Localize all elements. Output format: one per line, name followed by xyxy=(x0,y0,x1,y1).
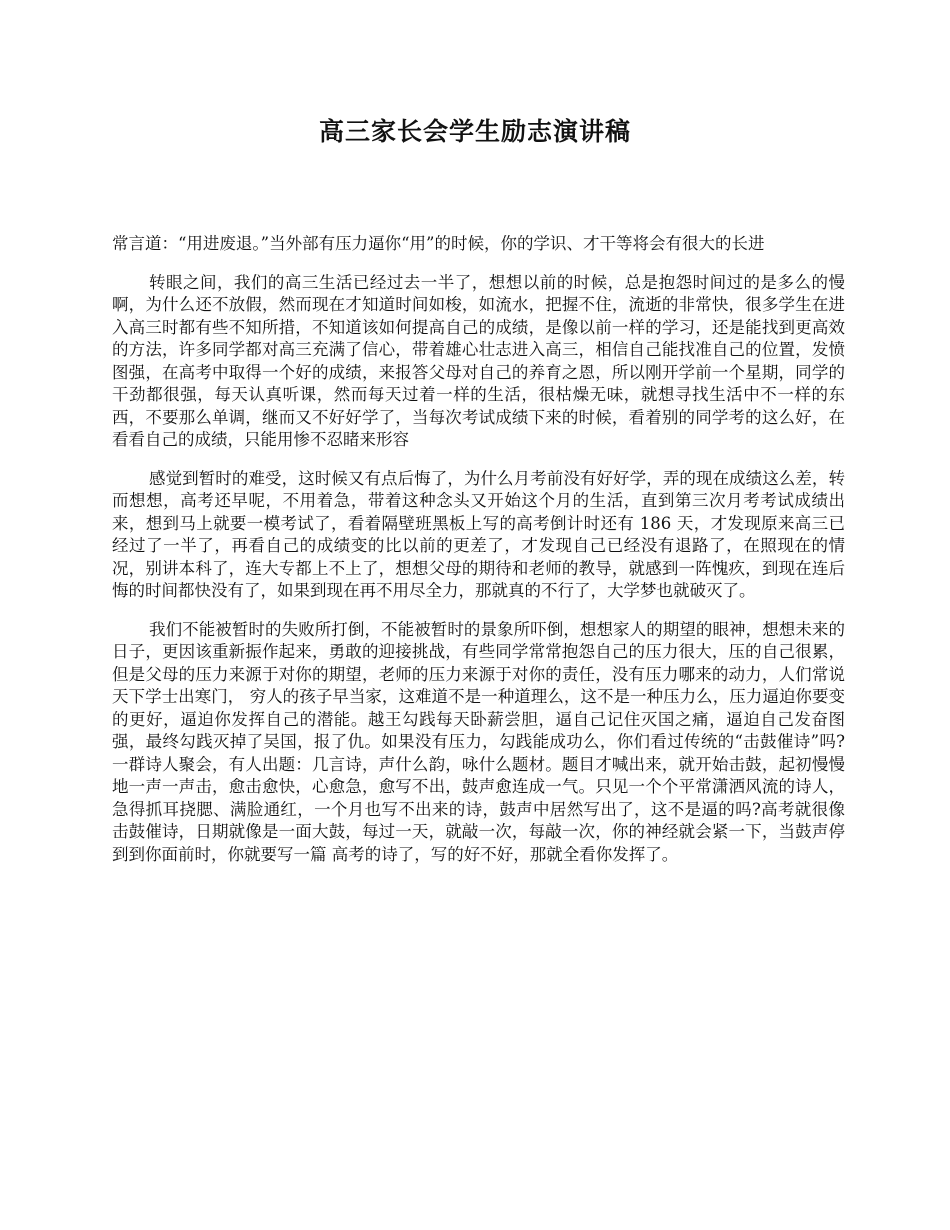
paragraph-2: 感觉到暂时的难受，这时候又有点后悔了，为什么月考前没有好好学，弄的现在成绩这么差，转而想想，高考还早呢，不用着急，带着这种念头又开始这个月的生活，直到第三次月考考试成绩出来，想到马上就要一模考试了，看着隔壁班黑板上写的高考倒计时还有 186 天，才发现原来高三已经过了一半了，再看自己的成绩变的比以前的更差了，才发现自己已经没有退路了，在照现在的情况，别讲本科了，连大专都上不上了，想想父母的期待和老师的教导，就感到一阵愧疚，到现在连后悔的时间都快没有了，如果到现在再不用尽全力，那就真的不行了，大学梦也就破灭了。 xyxy=(112,468,845,600)
document-body xyxy=(112,233,845,882)
page-title: 高三家长会学生励志演讲稿 xyxy=(318,117,631,146)
paragraph-1: 转眼之间，我们的高三生活已经过去一半了，想想以前的时候，总是抱怨时间过的是多么的慢啊，为什么还不放假，然而现在才知道时间如梭，如流水，把握不住，流逝的非常快，很多学生在进入高三时都有些不知所措，不知道该如何提高自己的成绩，是像以前一样的学习，还是能找到更高效的方法，许多同学都对高三充满了信心，带着雄心壮志进入高三，相信自己能找准自己的位置，发愤图强，在高考中取得一个好的成绩，来报答父母对自己的养育之恩，所以刚开学前一个星期，同学的干劲都很强，每天认真听课，然而每天过着一样的生活，很枯燥无味，就想寻找生活中不一样的东西，不要那么单调，继而又不好好学了，当每次考试成绩下来的时候，看着别的同学考的这么好，在看看自己的成绩，只能用惨不忍睹来形容 xyxy=(112,272,845,449)
paragraph-intro: 常言道：“用进废退。”当外部有压力逼你“用”的时候，你的学识、才干等将会有很大的长进 xyxy=(112,234,765,253)
paragraph-3: 我们不能被暂时的失败所打倒，不能被暂时的景象所吓倒，想想家人的期望的眼神，想想未来的日子，更因该重新振作起来，勇敢的迎接挑战，有些同学常常抱怨自己的压力很大，压的自己很累，但是父母的压力来源于对你的期望，老师的压力来源于对你的责任，没有压力哪来的动力，人们常说 天下学士出寒门， 穷人的孩子早当家，这难道不是一种道理么，这不是一种压力么，压力逼迫你要变的更好，逼迫你发挥自己的潜能。越王勾践每天卧薪尝胆，逼自己记住灭国之痛，逼迫自己发奋图强，最终勾践灭掉了吴国，报了仇。如果没有压力，勾践能成功么，你们看过传统的“击鼓催诗”吗?一群诗人聚会，有人出题：几言诗，声什么韵，咏什么题材。题目才喊出来，就开始击鼓，起初慢慢地一声一声击，愈击愈快，心愈急，愈写不出，鼓声愈连成一气。只见一个个平常潇洒风流的诗人，急得抓耳挠腮、满脸通红，一个月也写不出来的诗，鼓声中居然写出了，这不是逼的吗?高考就很像击鼓催诗，日期就像是一面大鼓，每过一天，就敲一次，每敲一次，你的神经就会紧一下，当鼓声停到到你面前时，你就要写一篇 高考的诗了，写的好不好，那就全看你发挥了。 xyxy=(112,619,845,864)
